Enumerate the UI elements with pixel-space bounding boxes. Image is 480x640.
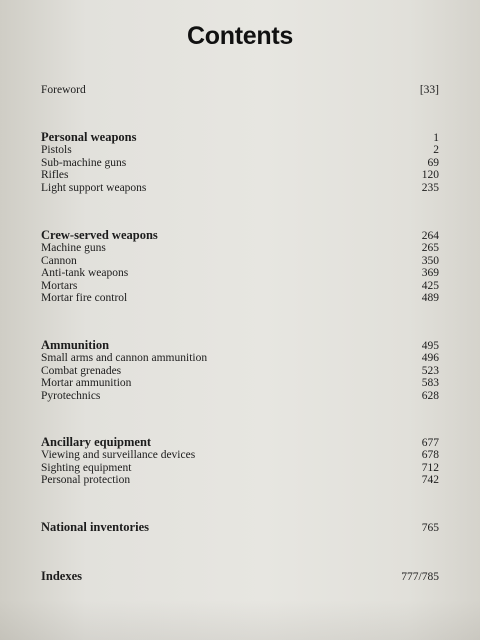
- toc-entry-page: 628: [421, 389, 439, 402]
- toc-entry: [41, 449, 439, 461]
- toc-entry-label: Pyrotechnics: [41, 389, 101, 402]
- toc-entry-page: 369: [421, 267, 439, 280]
- toc-entry-label: Sighting equipment: [41, 461, 132, 474]
- toc-section-heading: [41, 339, 439, 352]
- toc-section-heading: [41, 229, 439, 242]
- toc-entry: [41, 365, 439, 377]
- toc-section-page: 1: [433, 132, 439, 144]
- toc-section-heading: [41, 131, 439, 144]
- toc-section-personal-weapons: [41, 131, 439, 194]
- toc-entry-label: Cannon: [41, 254, 77, 267]
- toc-entry-page: 350: [421, 254, 439, 267]
- toc-section-page: 495: [421, 340, 439, 352]
- toc-entry-page: 425: [421, 279, 439, 292]
- toc-entry-page: 678: [421, 449, 439, 462]
- toc-entry-page: 742: [421, 474, 439, 487]
- toc-entry: [41, 242, 439, 254]
- toc-entry-page: 712: [421, 461, 439, 474]
- toc-entry-label: Mortar ammunition: [41, 377, 132, 390]
- toc-entry-label: Small arms and cannon ammunition: [41, 352, 208, 365]
- toc-entry: [41, 462, 439, 474]
- toc-entry-page: [33]: [419, 84, 439, 96]
- toc-entry-label: Sub-machine guns: [41, 156, 127, 169]
- toc-entry: [41, 157, 439, 169]
- toc-entry: [41, 255, 439, 267]
- toc-entry-label: Rifles: [41, 169, 69, 182]
- toc-entry-page: 523: [421, 364, 439, 377]
- toc-section-page: 765: [421, 522, 439, 534]
- toc-entry-page: 496: [421, 352, 439, 365]
- toc-entry-page: 69: [427, 156, 439, 169]
- toc-entry-label: Foreword: [41, 84, 86, 96]
- toc-entry: [41, 169, 439, 181]
- toc-entry-label: Mortars: [41, 279, 78, 292]
- toc-section-heading: [41, 436, 439, 449]
- toc-entry-label: Mortar fire control: [41, 292, 128, 305]
- toc-entry-page: 489: [421, 292, 439, 305]
- toc-entry: [41, 182, 439, 194]
- toc-entry-page: 2: [433, 144, 439, 157]
- toc-entry: [41, 377, 439, 389]
- toc-entry: [41, 352, 439, 364]
- toc-section-label: Ancillary equipment: [41, 435, 152, 449]
- toc-section-indexes: [41, 570, 439, 583]
- toc-entry-label: Combat grenades: [41, 364, 122, 377]
- toc-section-label: Crew-served weapons: [41, 228, 158, 242]
- toc-section-label: Indexes: [41, 569, 82, 583]
- toc-section-page: 677: [421, 437, 439, 449]
- toc-entry-label: Machine guns: [41, 242, 106, 255]
- toc-entry: [41, 292, 439, 304]
- toc-foreword: [41, 84, 439, 96]
- toc-entry-page: 235: [421, 181, 439, 194]
- toc-section-heading: [41, 521, 439, 534]
- toc-entry-label: Anti-tank weapons: [41, 267, 129, 280]
- toc-entry: [41, 474, 439, 486]
- toc-section-label: National inventories: [41, 520, 149, 534]
- toc-section-label: Ammunition: [41, 338, 110, 352]
- toc-entry: [41, 280, 439, 292]
- toc-entry-page: 583: [421, 377, 439, 390]
- toc-entry-label: Light support weapons: [41, 181, 147, 194]
- toc-section-heading: [41, 570, 439, 583]
- toc-entry: [41, 390, 439, 402]
- toc-entry-label: Viewing and surveillance devices: [41, 449, 196, 462]
- toc-entry: [41, 267, 439, 279]
- toc-section-ammunition: [41, 339, 439, 402]
- toc-entry: [41, 144, 439, 156]
- toc-entry-foreword: [41, 84, 439, 96]
- toc-section-page: 777/785: [401, 571, 439, 583]
- toc-section-ancillary-equipment: [41, 436, 439, 487]
- toc-section-crew-served-weapons: [41, 229, 439, 304]
- toc-section-national-inventories: [41, 521, 439, 534]
- page-title: Contents: [187, 22, 293, 50]
- toc-section-page: 264: [421, 230, 439, 242]
- toc-entry-label: Personal protection: [41, 474, 131, 487]
- toc-entry-label: Pistols: [41, 144, 72, 157]
- toc-entry-page: 265: [421, 242, 439, 255]
- toc-section-label: Personal weapons: [41, 130, 137, 144]
- toc-entry-page: 120: [421, 169, 439, 182]
